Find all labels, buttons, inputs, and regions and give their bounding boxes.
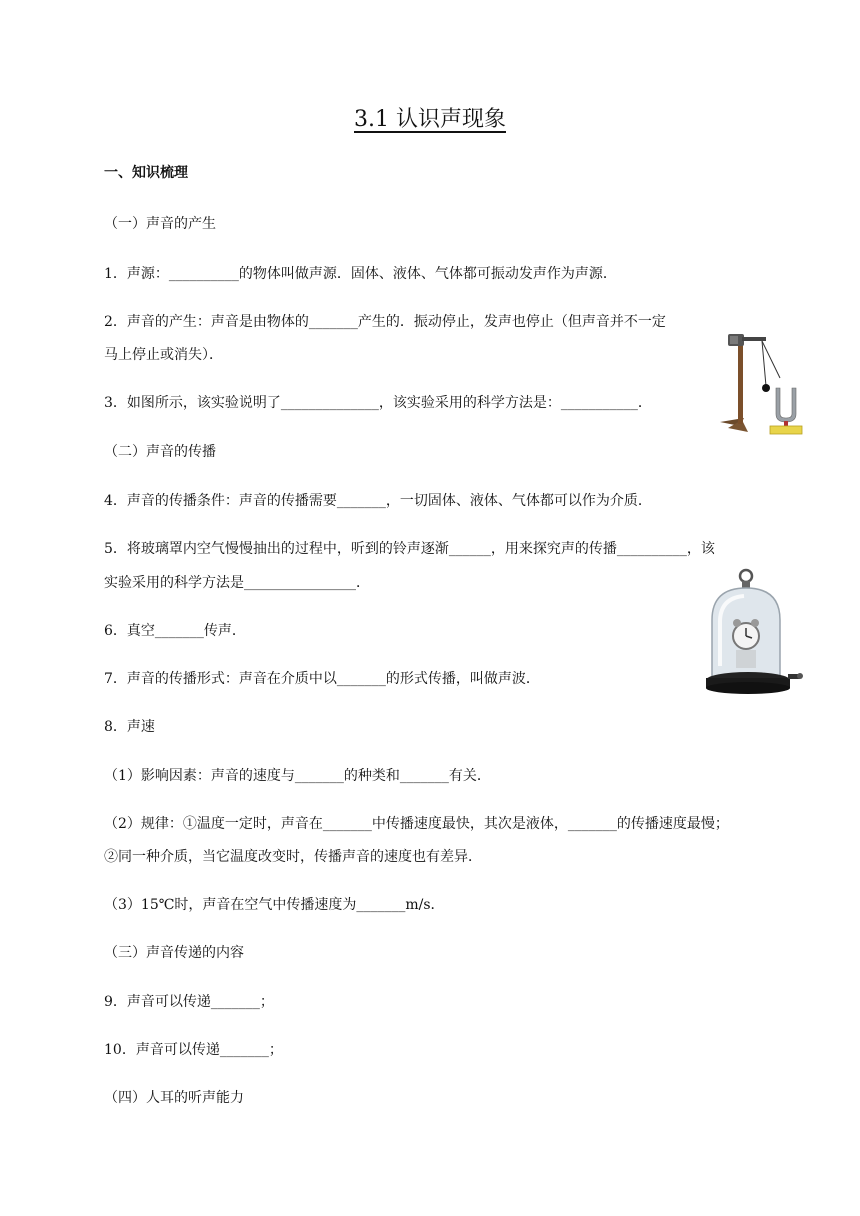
item-8-3: （3）15℃时，声音在空气中传播速度为_______m/s． — [104, 897, 445, 913]
item-8: 8．声速 — [104, 719, 155, 735]
item-8-2: （2）规律：①温度一定时，声音在_______中传播速度最快，其次是液体，_______的传播速度最慢； — [104, 816, 729, 832]
item-8-1: （1）影响因素：声音的速度与_______的种类和_______有关． — [104, 768, 491, 784]
section-heading: 一、知识梳理 — [104, 165, 188, 181]
subheading-sound-production: （一）声音的产生 — [104, 216, 216, 232]
item-10: 10．声音可以传递_______； — [104, 1042, 283, 1058]
item-2-cont: 马上停止或消失）． — [104, 347, 223, 363]
item-7: 7．声音的传播形式：声音在介质中以_______的形式传播，叫做声波． — [104, 671, 540, 687]
item-5: 5．将玻璃罩内空气慢慢抽出的过程中，听到的铃声逐渐______，用来探究声的传播__________，该 — [104, 541, 715, 557]
tuning-fork-pendulum-figure — [714, 326, 806, 436]
subheading-sound-propagation: （二）声音的传播 — [104, 444, 216, 460]
subheading-hearing: （四）人耳的听声能力 — [104, 1090, 244, 1106]
item-4: 4．声音的传播条件：声音的传播需要_______，一切固体、液体、气体都可以作为介质． — [104, 493, 652, 509]
item-1: 1．声源：__________的物体叫做声源．固体、液体、气体都可振动发声作为声源． — [104, 266, 617, 282]
item-2: 2．声音的产生：声音是由物体的_______产生的．振动停止，发声也停止（但声音并不一定 — [104, 314, 666, 330]
item-9: 9．声音可以传递_______； — [104, 994, 274, 1010]
bell-jar-figure — [704, 566, 806, 698]
item-5-cont: 实验采用的科学方法是________________． — [104, 575, 370, 591]
subheading-sound-content: （三）声音传递的内容 — [104, 945, 244, 961]
page-title: 3.1 认识声现象 — [354, 107, 506, 132]
item-8-2-cont: ②同一种介质，当它温度改变时，传播声音的速度也有差异． — [104, 849, 482, 865]
item-3: 3．如图所示，该实验说明了______________，该实验采用的科学方法是：___________． — [104, 395, 652, 411]
item-6: 6．真空_______传声． — [104, 623, 246, 639]
